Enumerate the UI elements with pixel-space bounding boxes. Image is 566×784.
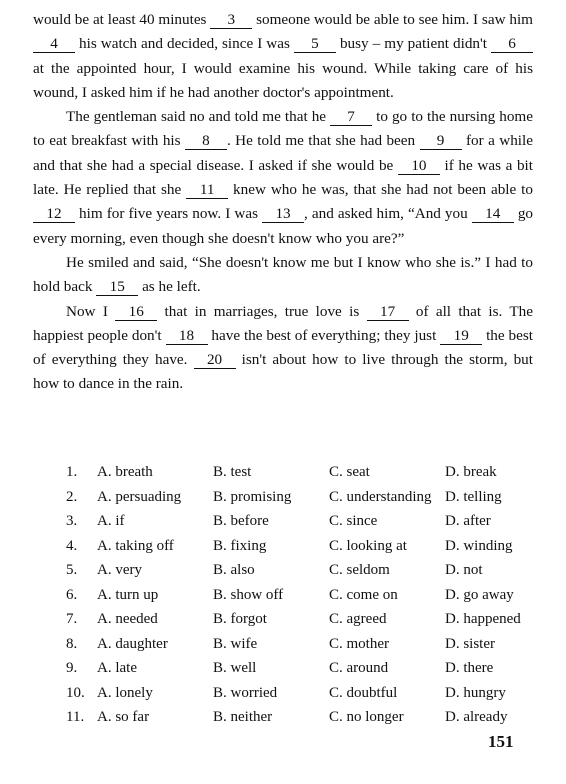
question-number: 7. [66,611,78,627]
blank-14: 14 [472,206,514,223]
passage-text: of all that is. The happiest people don't [33,302,533,344]
paragraph-2 [33,105,533,251]
option-d: D. after [445,513,491,529]
option-c: C. seldom [329,562,390,578]
option-b: B. wife [213,635,258,652]
passage-text: at the appointed hour, I would examine his wound. While taking care of his wound, I asked him if he had another doctor's appointment. [33,59,533,101]
option-d: D. go away [445,586,514,603]
question-number: 6. [66,586,78,603]
option-a: A. daughter [97,635,168,652]
option-row [66,534,536,559]
paragraph-3 [33,251,533,300]
option-c: C. seat [329,464,370,480]
passage-text: , and asked him, “And you [304,205,472,223]
question-number: 2. [66,488,78,505]
passage-text: if he was a bit late. He replied that she [33,156,533,199]
option-b: B. promising [213,488,292,505]
option-c: C. around [329,660,389,676]
option-d: D. hungry [445,684,506,701]
passage-text: him for five years now. I was [75,205,263,223]
option-a: A. breath [97,464,153,480]
blank-12: 12 [33,206,75,223]
option-b: B. show off [213,586,284,603]
blank-11: 11 [186,182,228,199]
option-row [66,485,536,510]
option-row [66,460,536,485]
passage-text: someone would be able to see him. I saw him [252,11,533,28]
paragraph-4 [33,300,533,397]
blank-9: 9 [420,133,462,150]
option-b: B. also [213,562,255,578]
question-number: 10. [66,684,85,701]
passage-text: for a while and that she had a special disease. I asked if she would be [33,132,533,174]
blank-18: 18 [166,328,208,345]
passage-text: as he left. [138,278,201,296]
option-d: D. already [445,709,508,725]
passage-text: isn't about how to live through the storm, but how to dance in the rain. [33,351,533,393]
blank-15: 15 [96,279,138,296]
passage-text: would be at least 40 minutes [33,11,211,28]
question-number: 4. [66,537,78,554]
option-b: B. neither [213,709,273,725]
answer-options [66,460,536,730]
blank-16: 16 [115,304,157,321]
passage-text: Now I [66,302,116,320]
option-a: A. very [97,562,142,578]
option-b: B. forgot [213,611,267,627]
option-c: C. since [329,513,378,529]
option-a: A. needed [97,611,158,627]
option-a: A. persuading [97,488,182,505]
blank-13: 13 [262,206,304,223]
option-c: C. agreed [329,611,387,627]
question-number: 5. [66,562,78,578]
option-a: A. if [97,513,125,529]
option-row [66,558,536,583]
option-c: C. understanding [329,488,432,505]
option-b: B. fixing [213,537,267,554]
option-a: A. so far [97,709,150,725]
question-number: 3. [66,513,78,529]
passage-text: busy – my patient didn't [335,35,491,53]
passage-text: The gentleman said no and told me that he [66,108,331,126]
option-a: A. turn up [97,586,159,603]
blank-3: 3 [210,12,252,29]
option-d: D. telling [445,488,502,505]
option-row [66,681,536,706]
passage-text: his watch and decided, since I was [75,35,294,53]
paragraph-1 [33,8,533,105]
option-b: B. before [213,513,269,529]
passage-text: the best of everything they have. [33,326,533,369]
option-c: C. doubtful [329,684,398,701]
option-a: A. late [97,660,137,676]
cloze-passage [33,8,533,397]
blank-17: 17 [367,304,409,321]
option-c: C. no longer [329,709,404,725]
question-number: 9. [66,660,78,676]
blank-7: 7 [330,109,372,126]
option-a: A. taking off [97,537,174,554]
option-c: C. mother [329,635,389,652]
passage-text: have the best of everything; they just [207,326,441,344]
blank-10: 10 [398,158,440,175]
option-d: D. there [445,660,494,676]
option-d: D. not [445,562,483,578]
option-d: D. happened [445,611,521,627]
option-d: D. winding [445,537,513,554]
blank-6: 6 [491,36,533,53]
option-row [66,632,536,657]
blank-19: 19 [440,328,482,345]
option-row [66,705,536,730]
option-b: B. well [213,660,257,676]
option-c: C. come on [329,586,398,603]
option-b: B. test [213,464,252,480]
blank-20: 20 [194,352,236,369]
option-row [66,509,536,534]
option-d: D. sister [445,635,495,652]
passage-text: . He told me that she had been [226,132,420,150]
question-number: 8. [66,635,78,652]
option-row [66,607,536,632]
passage-text: go every morning, even though she doesn't know who you are?” [33,205,534,247]
passage-text: knew who he was, that she had not been able to [228,181,533,199]
page-number: 151 [488,732,514,751]
question-number: 1. [66,464,78,480]
option-c: C. looking at [329,537,407,554]
passage-text: that in marriages, true love is [157,302,367,320]
option-d: D. break [445,464,497,480]
option-row [66,656,536,681]
option-row [66,583,536,608]
option-a: A. lonely [97,684,153,701]
blank-5: 5 [294,36,336,53]
option-b: B. worried [213,684,278,701]
blank-8: 8 [185,133,227,150]
passage-text: He smiled and said, “She doesn't know me but I know who she is.” I had to hold back [33,253,533,296]
passage-text: to go to the nursing home to eat breakfast with his [33,108,533,150]
blank-4: 4 [33,36,75,53]
question-number: 11. [66,709,85,725]
